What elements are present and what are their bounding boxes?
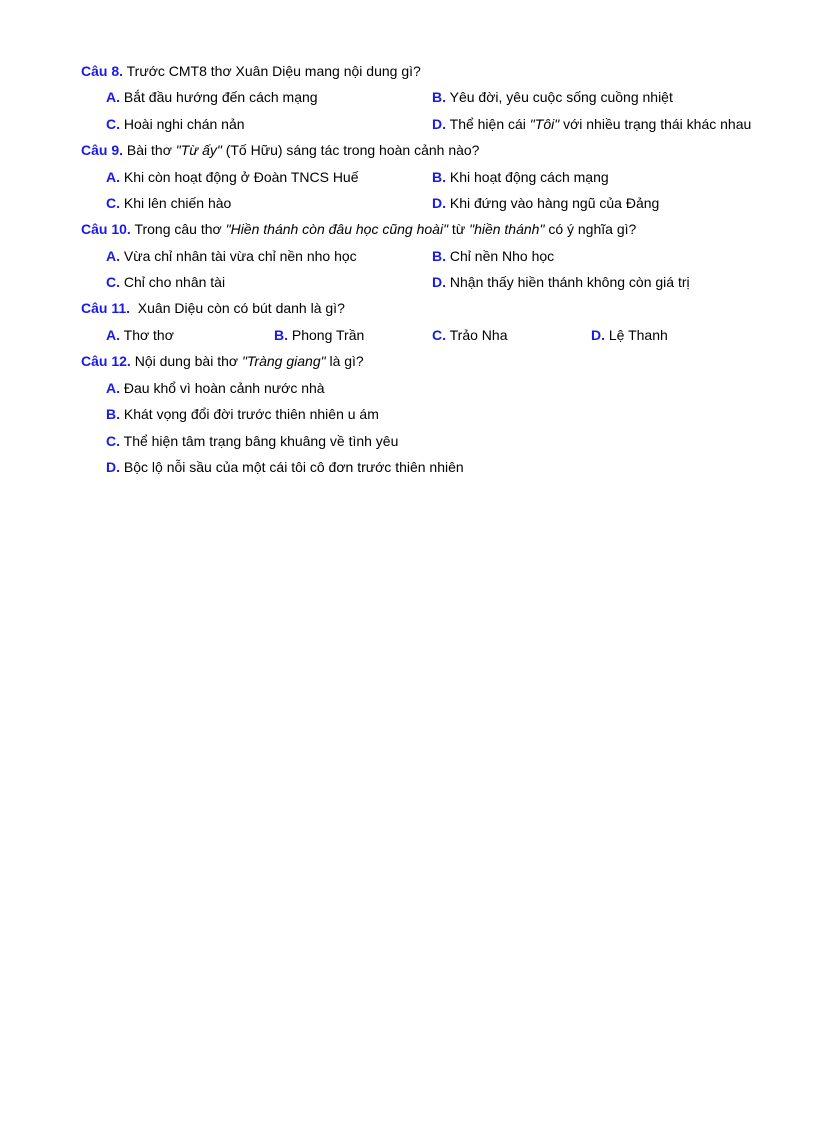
question-text-italic: "hiền thánh" [469, 221, 545, 237]
option-text: Lệ Thanh [605, 327, 668, 343]
option-label: C. [432, 327, 446, 343]
q12-option-b [106, 405, 379, 423]
option-label: B. [432, 169, 446, 185]
question-label: Câu 12. [81, 353, 131, 369]
q8-option-b [432, 88, 673, 106]
question-label: Câu 8. [81, 63, 124, 79]
option-text: Nhận thấy hiền thánh không còn giá trị [446, 274, 690, 290]
option-text: Thể hiện tâm trạng bâng khuâng về tình yêu [120, 433, 399, 449]
option-label: C. [106, 195, 120, 211]
question-12 [81, 352, 364, 370]
q9-option-c [106, 194, 231, 212]
option-text: Thơ thơ [120, 327, 174, 343]
question-text: (Tố Hữu) sáng tác trong hoàn cảnh nào? [221, 142, 480, 158]
question-10 [81, 220, 636, 238]
option-label: B. [432, 89, 446, 105]
question-text: từ [448, 221, 470, 237]
option-text: Khi còn hoạt động ở Đoàn TNCS Huế [120, 169, 359, 185]
option-text: Chỉ cho nhân tài [120, 274, 226, 290]
question-9 [81, 141, 479, 159]
q12-option-d [106, 458, 464, 476]
question-text: là gì? [325, 353, 364, 369]
q9-option-d [432, 194, 659, 212]
option-label: B. [432, 248, 446, 264]
question-text-italic: "Từ ấy" [175, 142, 222, 158]
option-label: A. [106, 380, 120, 396]
q11-option-d [591, 326, 668, 344]
option-label: A. [106, 327, 120, 343]
question-label: Câu 9. [81, 142, 124, 158]
question-text-italic: "Hiền thánh còn đâu học cũng hoài" [225, 221, 449, 237]
q10-option-a [106, 247, 357, 265]
option-label: A. [106, 89, 120, 105]
q8-option-d [432, 115, 751, 133]
option-text: Phong Trần [288, 327, 365, 343]
option-label: D. [432, 274, 446, 290]
q11-option-a [106, 326, 174, 344]
option-text: Chỉ nền Nho học [446, 248, 555, 264]
option-text: Khi đứng vào hàng ngũ của Đảng [446, 195, 660, 211]
option-text-italic: "Tôi" [529, 116, 560, 132]
question-text: Trước CMT8 thơ Xuân Diệu mang nội dung gì? [123, 63, 421, 79]
option-label: C. [106, 433, 120, 449]
question-text: Trong câu thơ [130, 221, 226, 237]
q8-option-a [106, 88, 318, 106]
question-text: có ý nghĩa gì? [544, 221, 637, 237]
q11-option-b [274, 326, 364, 344]
q10-option-c [106, 273, 225, 291]
option-text: Khi lên chiến hào [120, 195, 232, 211]
option-text: Hoài nghi chán nản [120, 116, 245, 132]
option-label: C. [106, 116, 120, 132]
option-text: Đau khổ vì hoàn cảnh nước nhà [120, 380, 325, 396]
question-text-italic: "Tràng giang" [241, 353, 326, 369]
option-text: Thể hiện cái [446, 116, 530, 132]
question-label: Câu 11. [81, 300, 131, 316]
option-label: D. [591, 327, 605, 343]
q9-option-b [432, 168, 609, 186]
question-8 [81, 62, 421, 80]
option-label: D. [106, 459, 120, 475]
option-label: B. [274, 327, 288, 343]
option-text: Vừa chỉ nhân tài vừa chỉ nền nho học [120, 248, 357, 264]
option-label: A. [106, 248, 120, 264]
option-text: Khát vọng đổi đời trước thiên nhiên u ám [120, 406, 379, 422]
option-text: với nhiều trạng thái khác nhau [559, 116, 752, 132]
question-text: Xuân Diệu còn có bút danh là gì? [130, 300, 345, 316]
question-text: Bài thơ [123, 142, 176, 158]
q12-option-c [106, 432, 398, 450]
option-label: D. [432, 195, 446, 211]
option-text: Trảo Nha [446, 327, 508, 343]
q8-option-c [106, 115, 245, 133]
q9-option-a [106, 168, 359, 186]
option-text: Bắt đầu hướng đến cách mạng [120, 89, 318, 105]
question-label: Câu 10. [81, 221, 131, 237]
question-11 [81, 299, 345, 317]
option-label: C. [106, 274, 120, 290]
q12-option-a [106, 379, 325, 397]
option-text: Bộc lộ nỗi sầu của một cái tôi cô đơn trước thiên nhiên [120, 459, 464, 475]
question-text: Nội dung bài thơ [130, 353, 242, 369]
q10-option-b [432, 247, 554, 265]
option-label: B. [106, 406, 120, 422]
option-text: Yêu đời, yêu cuộc sống cuồng nhiệt [446, 89, 673, 105]
q11-option-c [432, 326, 507, 344]
option-label: D. [432, 116, 446, 132]
option-text: Khi hoạt động cách mạng [446, 169, 609, 185]
q10-option-d [432, 273, 690, 291]
option-label: A. [106, 169, 120, 185]
